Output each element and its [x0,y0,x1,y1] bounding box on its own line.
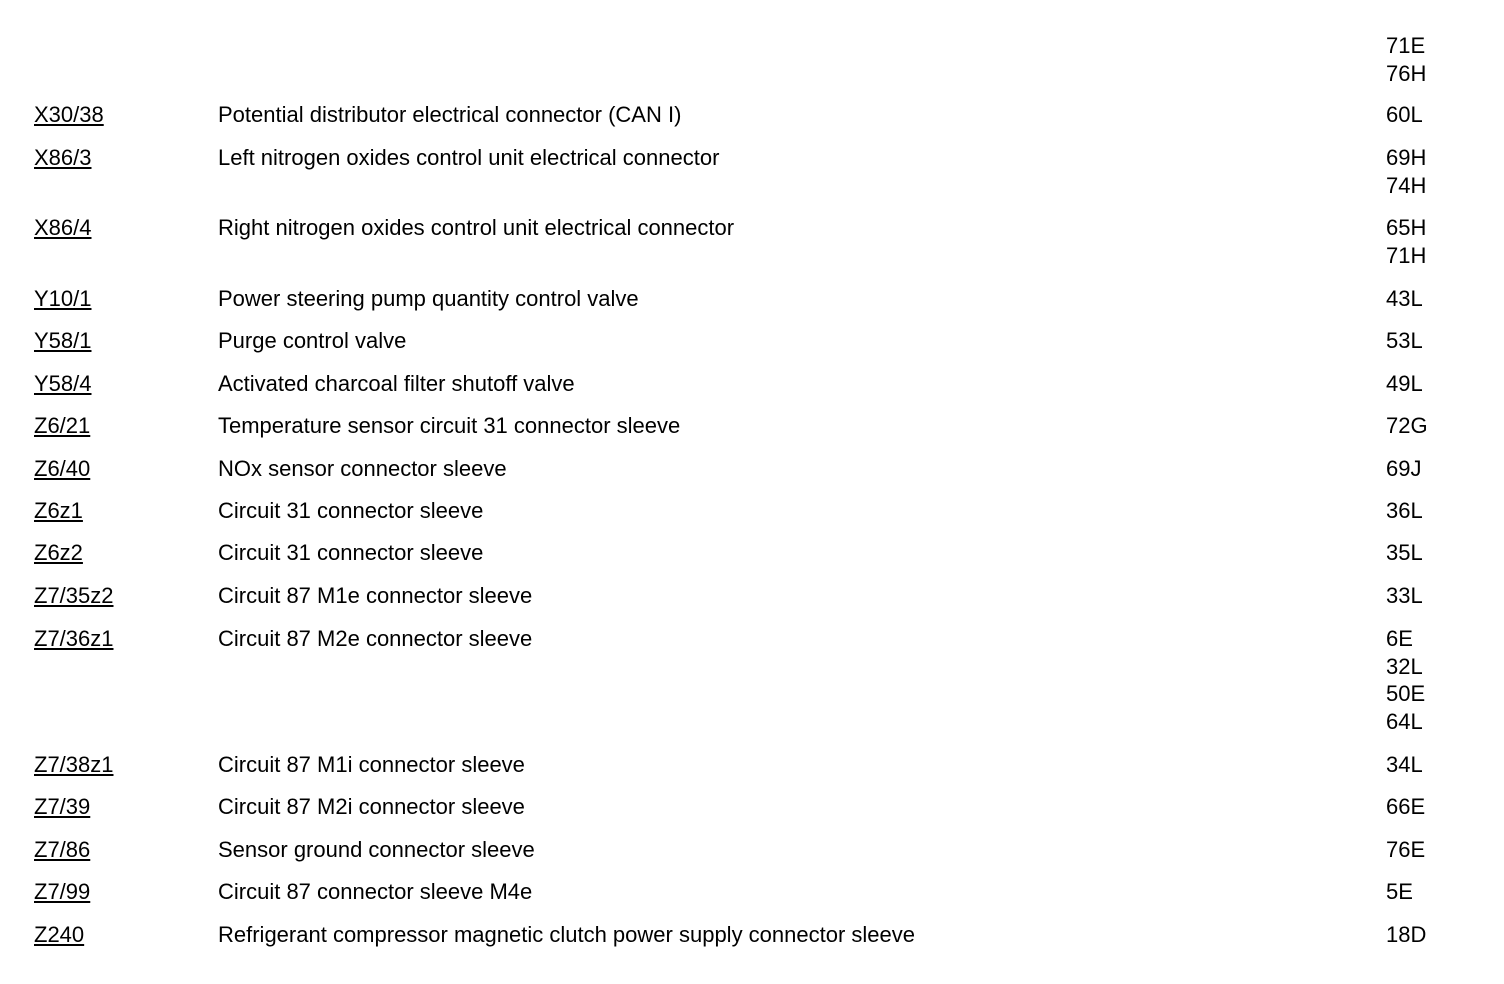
component-description: Power steering pump quantity control valve [218,286,639,311]
grid-ref: 76H [1386,60,1427,86]
continued-grid-refs [1386,32,1426,87]
grid-ref: 6E [1386,626,1413,651]
grid-ref: 5E [1386,879,1413,904]
grid-refs [1386,539,1423,567]
grid-ref: 49L [1386,371,1423,396]
component-code-link[interactable]: Z7/38z1 [34,752,114,777]
grid-ref: 69H [1386,145,1427,170]
grid-ref: 18D [1386,922,1427,947]
component-code-link[interactable]: Z7/36z1 [34,626,114,651]
grid-ref: 72G [1386,413,1428,438]
grid-refs [1386,101,1423,129]
component-code-link[interactable]: Y58/4 [34,371,92,396]
component-description: Purge control valve [218,328,407,353]
grid-refs [1386,751,1423,779]
component-description: Circuit 87 connector sleeve M4e [218,879,533,904]
component-code-link[interactable]: Z7/99 [34,879,91,904]
component-description: Potential distributor electrical connector (CAN I) [218,102,682,127]
grid-ref: 69J [1386,456,1422,481]
grid-ref: 33L [1386,583,1423,608]
grid-ref: 43L [1386,286,1423,311]
component-description: Right nitrogen oxides control unit electrical connector [218,215,735,240]
grid-ref: 35L [1386,540,1423,565]
grid-refs [1386,327,1423,355]
grid-ref: 74H [1386,172,1427,198]
component-code-link[interactable]: Z7/35z2 [34,583,114,608]
component-description: Activated charcoal filter shutoff valve [218,371,575,396]
grid-refs [1386,878,1413,906]
component-description: Sensor ground connector sleeve [218,837,535,862]
component-description: Circuit 31 connector sleeve [218,498,484,523]
component-code-link[interactable]: Z6/40 [34,456,91,481]
grid-refs [1386,921,1426,949]
component-code-link[interactable]: X30/38 [34,102,104,127]
component-description: Refrigerant compressor magnetic clutch power supply connector sleeve [218,922,915,947]
component-code-link[interactable]: Z7/39 [34,794,91,819]
component-description: Left nitrogen oxides control unit electrical connector [218,145,720,170]
component-description: Circuit 31 connector sleeve [218,540,484,565]
component-code-link[interactable]: Y10/1 [34,286,92,311]
grid-ref: 65H [1386,215,1427,240]
component-description: Temperature sensor circuit 31 connector sleeve [218,413,681,438]
grid-ref: 71E [1386,33,1426,58]
component-description: Circuit 87 M2e connector sleeve [218,626,533,651]
grid-ref: 50E [1386,681,1426,706]
grid-refs [1386,370,1423,398]
component-code-link[interactable]: X86/4 [34,215,92,240]
component-description: Circuit 87 M1e connector sleeve [218,583,533,608]
grid-refs [1386,144,1426,199]
component-code-link[interactable]: Y58/1 [34,328,92,353]
component-description: NOx sensor connector sleeve [218,456,507,481]
grid-ref: 32L [1386,653,1423,679]
grid-ref: 60L [1386,102,1423,127]
component-description: Circuit 87 M2i connector sleeve [218,794,525,819]
grid-refs [1386,455,1421,483]
grid-ref: 34L [1386,752,1423,777]
component-code-link[interactable]: Z6/21 [34,413,91,438]
grid-refs [1386,285,1423,313]
grid-ref: 64L [1386,708,1423,734]
component-description: Circuit 87 M1i connector sleeve [218,752,525,777]
component-code-link[interactable]: Z240 [34,922,85,947]
component-code-link[interactable]: X86/3 [34,145,92,170]
grid-refs [1386,412,1428,440]
grid-ref: 76E [1386,837,1426,862]
grid-refs [1386,214,1426,269]
grid-refs [1386,625,1425,735]
component-code-link[interactable]: Z6z1 [34,498,83,523]
component-code-link[interactable]: Z6z2 [34,540,83,565]
grid-refs [1386,582,1423,610]
grid-ref: 71H [1386,242,1427,268]
grid-ref: 53L [1386,328,1423,353]
grid-refs [1386,836,1425,864]
grid-ref: 66E [1386,794,1426,819]
grid-ref: 36L [1386,498,1423,523]
grid-refs [1386,793,1425,821]
component-code-link[interactable]: Z7/86 [34,837,91,862]
grid-refs [1386,497,1423,525]
